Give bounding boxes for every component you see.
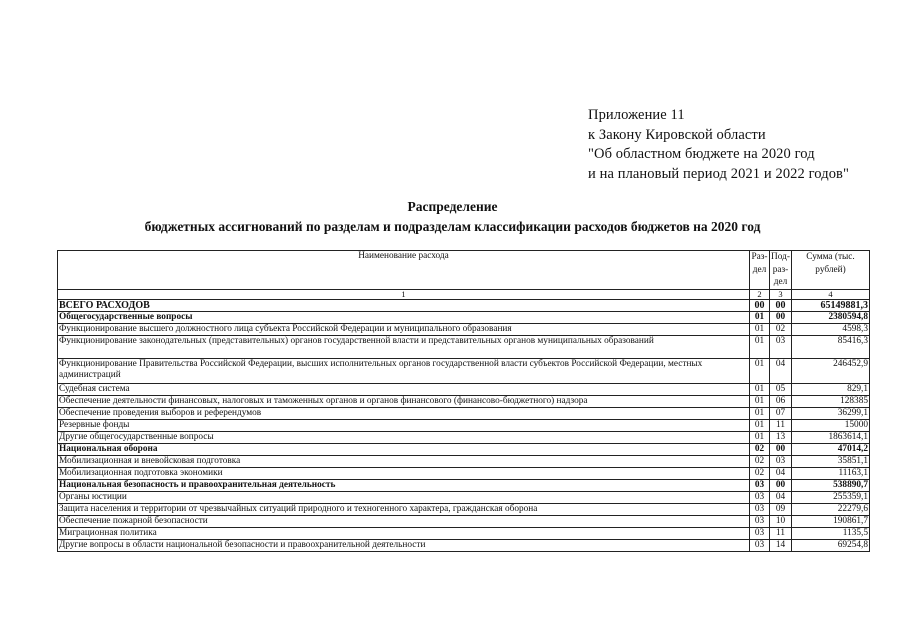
row-podrazdel: 10 <box>770 516 792 528</box>
row-name: Национальная безопасность и правоохранительная деятельность <box>58 480 750 492</box>
row-razdel: 01 <box>750 359 770 384</box>
table-row <box>58 468 870 480</box>
table-row <box>58 384 870 396</box>
row-razdel: 02 <box>750 468 770 480</box>
row-razdel: 01 <box>750 312 770 324</box>
row-sum: 1135,5 <box>792 528 870 540</box>
row-sum: 65149881,3 <box>792 300 870 312</box>
document-subtitle: бюджетных ассигнований по разделам и подразделам классификации расходов бюджетов на 2020 год <box>144 219 761 234</box>
row-sum: 829,1 <box>792 384 870 396</box>
row-razdel: 01 <box>750 324 770 336</box>
col-number: 3 <box>770 290 792 300</box>
row-name: Мобилизационная и вневойсковая подготовка <box>58 456 750 468</box>
row-podrazdel: 14 <box>770 540 792 552</box>
document-title: Распределение <box>407 199 498 214</box>
table-row <box>58 312 870 324</box>
table-row <box>58 432 870 444</box>
row-sum: 128385 <box>792 396 870 408</box>
row-name: Органы юстиции <box>58 492 750 504</box>
row-sum: 22279,6 <box>792 504 870 516</box>
row-name: Функционирование высшего должностного лица субъекта Российской Федерации и муниципального образования <box>58 324 750 336</box>
table-row <box>58 516 870 528</box>
row-sum: 2380594,8 <box>792 312 870 324</box>
row-name: Национальная оборона <box>58 444 750 456</box>
row-sum: 11163,1 <box>792 468 870 480</box>
row-podrazdel: 03 <box>770 336 792 359</box>
table-row <box>58 504 870 516</box>
col-number: 4 <box>792 290 870 300</box>
table-row <box>58 359 870 384</box>
row-razdel: 03 <box>750 504 770 516</box>
row-name: Мобилизационная подготовка экономики <box>58 468 750 480</box>
row-sum: 15000 <box>792 420 870 432</box>
table-row <box>58 420 870 432</box>
row-podrazdel: 11 <box>770 528 792 540</box>
row-razdel: 02 <box>750 444 770 456</box>
row-name: Миграционная политика <box>58 528 750 540</box>
row-name: Другие общегосударственные вопросы <box>58 432 750 444</box>
table-row <box>58 408 870 420</box>
table-row <box>58 492 870 504</box>
row-razdel: 01 <box>750 432 770 444</box>
table-row <box>58 324 870 336</box>
row-name: Обеспечение деятельности финансовых, налоговых и таможенных органов и органов финансового (финансово-бюджетного) надзора <box>58 396 750 408</box>
row-name: ВСЕГО РАСХОДОВ <box>58 300 750 312</box>
row-sum: 246452,9 <box>792 359 870 384</box>
row-podrazdel: 02 <box>770 324 792 336</box>
row-sum: 190861,7 <box>792 516 870 528</box>
column-number-row <box>58 290 870 300</box>
appendix-line-3: "Об областном бюджете на 2020 год <box>588 146 815 162</box>
row-razdel: 01 <box>750 384 770 396</box>
header-name: Наименование расхода <box>58 251 750 290</box>
row-name: Функционирование законодательных (представительных) органов государственной власти и представительных органов муниципальных образований <box>58 336 750 359</box>
row-name: Функционирование Правительства Российской Федерации, высших исполнительных органов государственной власти субъектов Российской Федерации, местных администраций <box>58 359 750 384</box>
row-name: Обеспечение проведения выборов и референдумов <box>58 408 750 420</box>
row-name: Другие вопросы в области национальной безопасности и правоохранительной деятельности <box>58 540 750 552</box>
row-name: Защита населения и территории от чрезвычайных ситуаций природного и техногенного характера, гражданская оборона <box>58 504 750 516</box>
table-row <box>58 480 870 492</box>
row-razdel: 03 <box>750 528 770 540</box>
table-row <box>58 540 870 552</box>
row-razdel: 01 <box>750 396 770 408</box>
row-razdel: 03 <box>750 492 770 504</box>
header-sum: Сумма (тыс. рублей) <box>792 251 870 290</box>
row-razdel: 02 <box>750 456 770 468</box>
row-razdel: 01 <box>750 408 770 420</box>
row-podrazdel: 05 <box>770 384 792 396</box>
table-row <box>58 336 870 359</box>
header-podrazdel: Под-раз-дел <box>770 251 792 290</box>
appendix-line-4: и на плановый период 2021 и 2022 годов" <box>588 165 850 182</box>
appendix-line-1: Приложение 11 <box>588 107 685 123</box>
row-sum: 69254,8 <box>792 540 870 552</box>
row-podrazdel: 04 <box>770 492 792 504</box>
appendix-header <box>588 106 849 184</box>
row-podrazdel: 00 <box>770 312 792 324</box>
row-podrazdel: 11 <box>770 420 792 432</box>
header-razdel: Раз-дел <box>750 251 770 290</box>
row-podrazdel: 06 <box>770 396 792 408</box>
row-name: Обеспечение пожарной безопасности <box>58 516 750 528</box>
row-sum: 35851,1 <box>792 456 870 468</box>
row-sum: 36299,1 <box>792 408 870 420</box>
row-name: Судебная система <box>58 384 750 396</box>
row-name: Резервные фонды <box>58 420 750 432</box>
row-name: Общегосударственные вопросы <box>58 312 750 324</box>
row-sum: 85416,3 <box>792 336 870 359</box>
row-podrazdel: 04 <box>770 359 792 384</box>
table-row <box>58 456 870 468</box>
row-razdel: 00 <box>750 300 770 312</box>
table-row <box>58 300 870 312</box>
col-number: 1 <box>58 290 750 300</box>
table-row <box>58 528 870 540</box>
row-podrazdel: 00 <box>770 300 792 312</box>
row-sum: 538890,7 <box>792 480 870 492</box>
row-sum: 47014,2 <box>792 444 870 456</box>
row-sum: 4598,3 <box>792 324 870 336</box>
table-row <box>58 396 870 408</box>
row-razdel: 01 <box>750 336 770 359</box>
row-razdel: 03 <box>750 516 770 528</box>
row-razdel: 03 <box>750 540 770 552</box>
row-podrazdel: 13 <box>770 432 792 444</box>
row-podrazdel: 03 <box>770 456 792 468</box>
row-sum: 1863614,1 <box>792 432 870 444</box>
row-podrazdel: 04 <box>770 468 792 480</box>
row-podrazdel: 00 <box>770 480 792 492</box>
row-sum: 255359,1 <box>792 492 870 504</box>
row-podrazdel: 09 <box>770 504 792 516</box>
row-podrazdel: 07 <box>770 408 792 420</box>
row-podrazdel: 00 <box>770 444 792 456</box>
col-number: 2 <box>750 290 770 300</box>
row-razdel: 01 <box>750 420 770 432</box>
budget-table <box>57 250 870 552</box>
table-header-row <box>58 251 870 290</box>
row-razdel: 03 <box>750 480 770 492</box>
appendix-line-2: к Закону Кировской области <box>588 126 766 143</box>
table-row <box>58 444 870 456</box>
